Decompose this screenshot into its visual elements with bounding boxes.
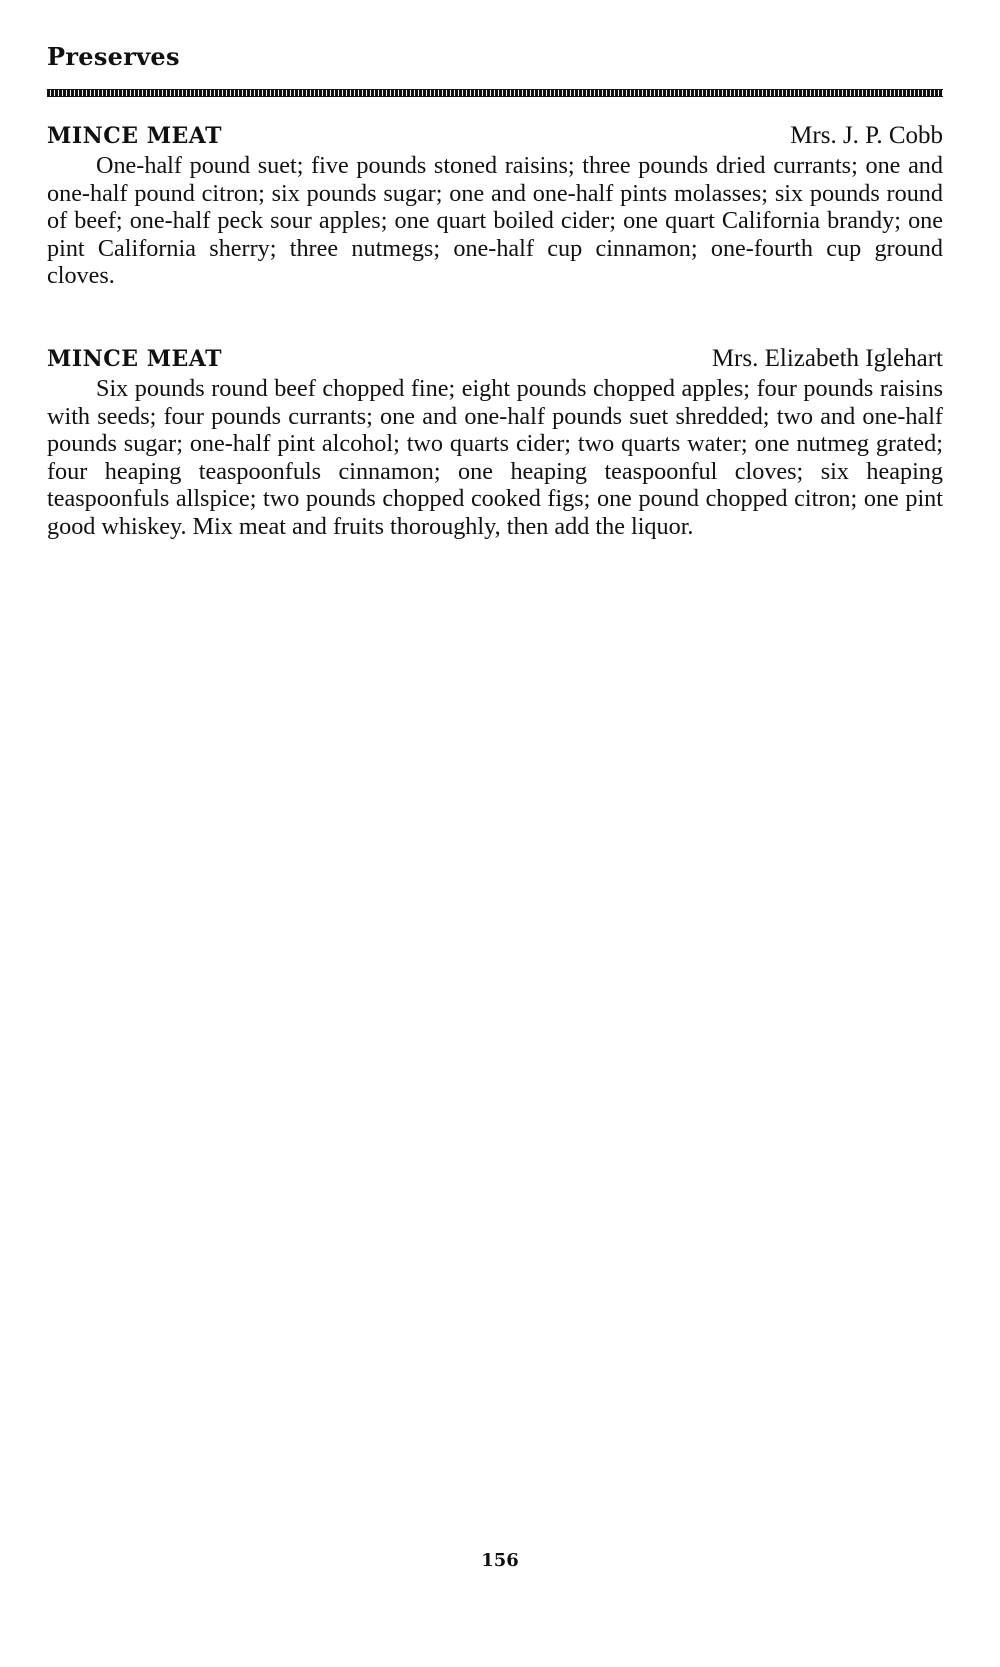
recipe-entry bbox=[47, 122, 943, 290]
recipe-author: Mrs. Elizabeth Iglehart bbox=[711, 345, 943, 372]
recipe-title: MINCE MEAT bbox=[47, 123, 223, 149]
recipe-entry bbox=[47, 345, 943, 540]
decorative-rule bbox=[47, 89, 943, 97]
recipe-text: Six pounds round beef chopped fine; eight pounds chopped apples; four pounds raisins with seeds; four pounds currants; one and one-half pounds suet shredded; two and one-half pounds sugar; one-half pint alcohol; two quarts cider; two quarts water; one nutmeg grated; four heaping teaspoonfuls cinnamon; one heaping teaspoonful cloves; six heaping teaspoonfuls allspice; two pounds chopped cooked figs; one pound chopped citron; one pint good whiskey. Mix meat and fruits thoroughly, then add the liquor. bbox=[47, 375, 943, 540]
page-number: 156 bbox=[481, 1550, 519, 1571]
recipe-title: MINCE MEAT bbox=[47, 346, 223, 372]
recipe-header bbox=[47, 122, 943, 152]
recipe-author: Mrs. J. P. Cobb bbox=[790, 122, 943, 149]
recipe-header bbox=[47, 345, 943, 375]
recipe-text: One-half pound suet; five pounds stoned raisins; three pounds dried currants; one and one-half pound citron; six pounds sugar; one and one-half pints molasses; six pounds round of beef; one-half peck sour apples; one quart boiled cider; one quart California brandy; one pint California sherry; three nutmegs; one-half cup cinnamon; one-fourth cup ground cloves. bbox=[47, 152, 943, 289]
section-heading: Preserves bbox=[47, 42, 180, 71]
